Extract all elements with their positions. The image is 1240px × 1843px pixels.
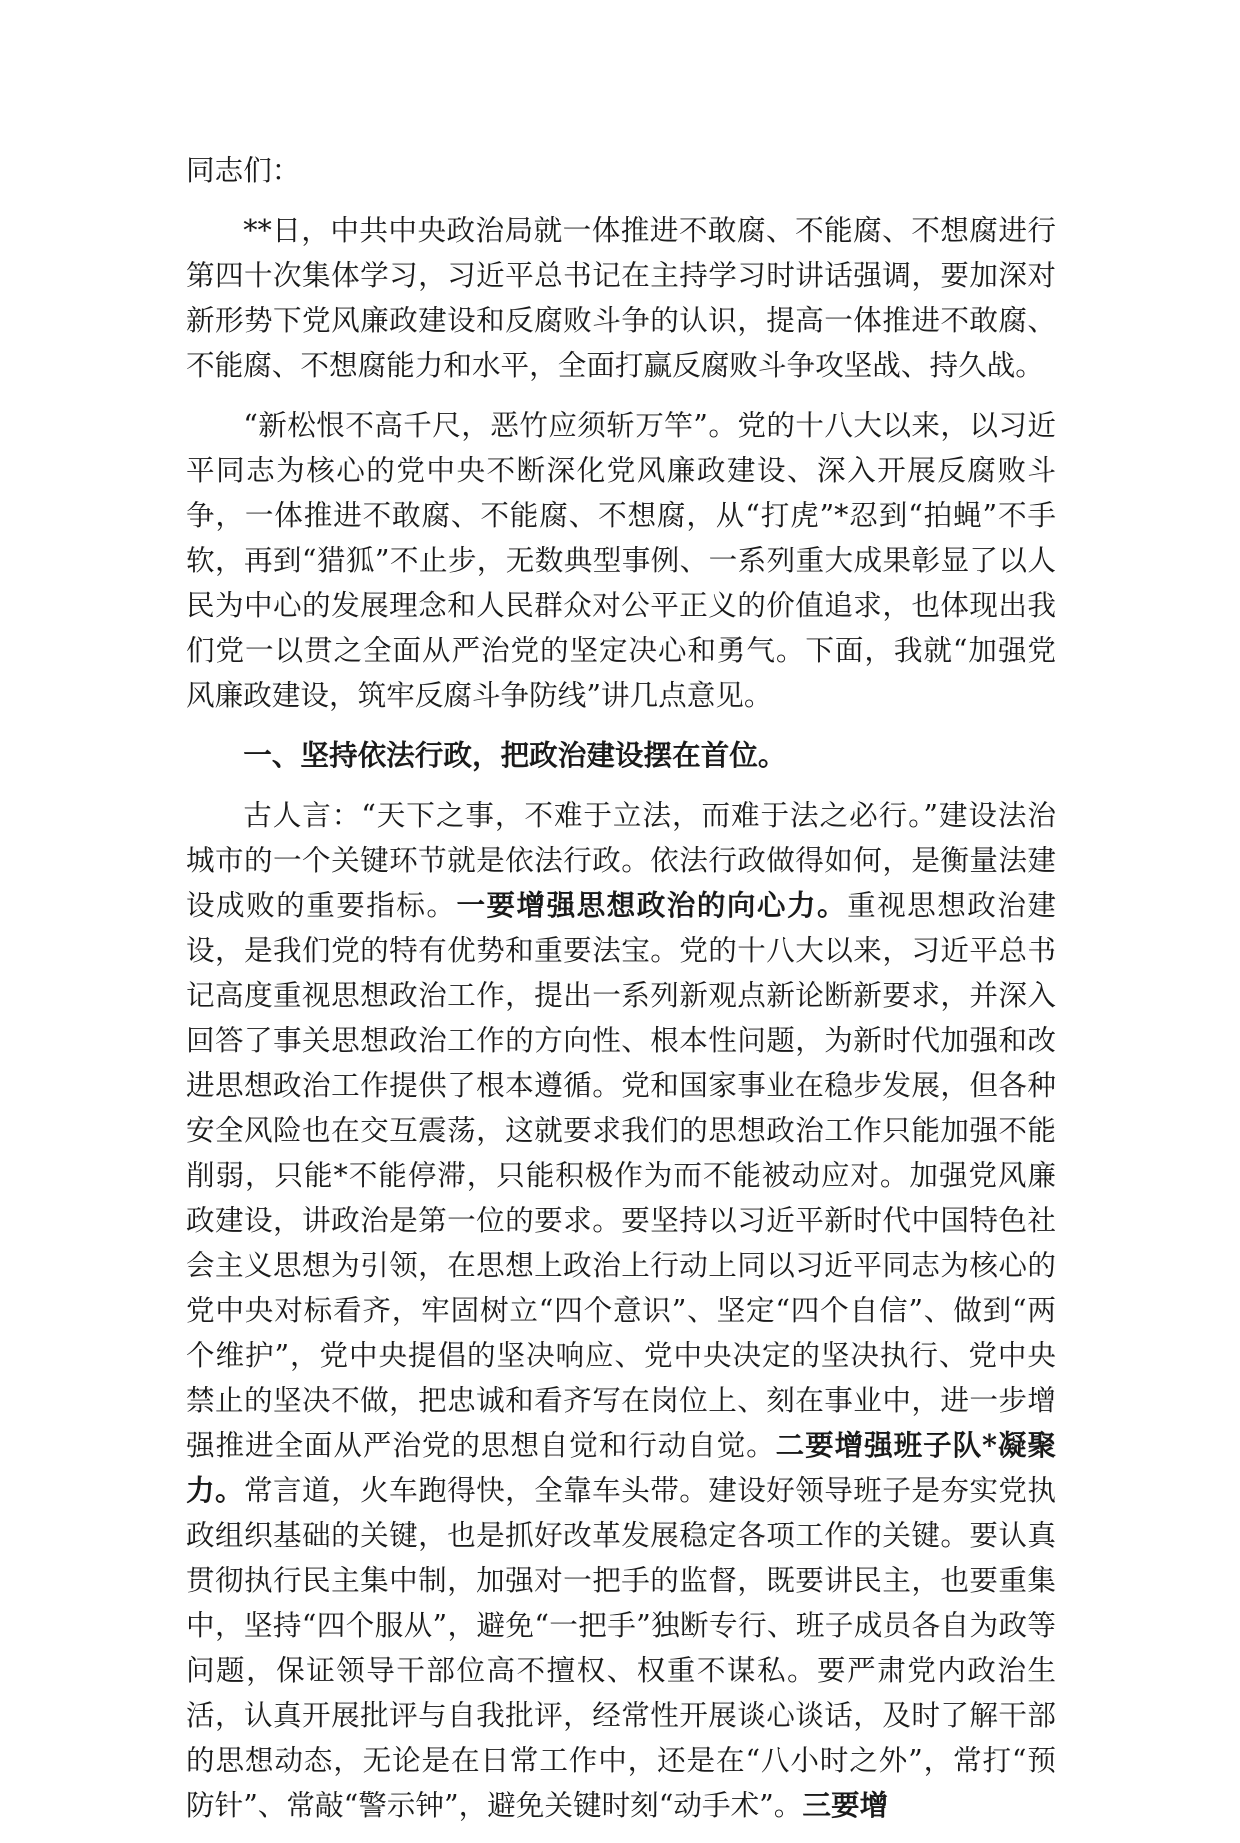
- paragraph-context: “新松恨不高千尺，恶竹应须斩万竿”。党的十八大以来，以习近平同志为核心的党中央不断深化党风廉政建设、深入开展反腐败斗争，一体推进不敢腐、不能腐、不想腐，从“打虎”*忍到“拍蝇”不手软，再到“猎狐”不止步，无数典型事例、一系列重大成果彰显了以人民为中心的发展理念和人民群众对公平正义的价值追求，也体现出我们党一以贯之全面从严治党的坚定决心和勇气。下面，我就“加强党风廉政建设，筑牢反腐斗争防线”讲几点意见。: [186, 408, 1056, 712]
- document-page: [186, 148, 1056, 1843]
- point-heading-2: 二要增强班子队*凝聚力。: [186, 1428, 1056, 1507]
- paragraph-section-1-text-3: 常言道，火车跑得快，全靠车头带。建设好领导班子是夯实党执政组织基础的关键，也是抓好改革发展稳定各项工作的关键。要认真贯彻执行民主集中制，加强对一把手的监督，既要讲民主，也要重集中，坚持“四个服从”，避免“一把手”独断专行、班子成员各自为政等问题，保证领导干部位高不擅权、权重不谋私。要严肃党内政治生活，认真开展批评与自我批评，经常性开展谈心谈话，及时了解干部的思想动态，无论是在日常工作中，还是在“八小时之外”，常打“预防针”、常敲“警示钟”，避免关键时刻“动手术”。: [186, 1473, 1056, 1822]
- point-heading-3: 三要增: [802, 1788, 889, 1822]
- paragraph-section-1: [186, 793, 1056, 1828]
- point-heading-1: 一要增强思想政治的向心力。: [456, 888, 848, 922]
- section-heading-1: 一、坚持依法行政，把政治建设摆在首位。: [243, 738, 787, 772]
- paragraph-intro: **日，中共中央政治局就一体推进不敢腐、不能腐、不想腐进行第四十次集体学习，习近平总书记在主持学习时讲话强调，要加深对新形势下党风廉政建设和反腐败斗争的认识，提高一体推进不敢腐、不能腐、不想腐能力和水平，全面打赢反腐败斗争攻坚战、持久战。: [186, 213, 1056, 382]
- paragraph-section-1-text-2: 重视思想政治建设，是我们党的特有优势和重要法宝。党的十八大以来，习近平总书记高度重视思想政治工作，提出一系列新观点新论断新要求，并深入回答了事关思想政治工作的方向性、根本性问题，为新时代加强和改进思想政治工作提供了根本遵循。党和国家事业在稳步发展，但各种安全风险也在交互震荡，这就要求我们的思想政治工作只能加强不能削弱，只能*不能停滞，只能积极作为而不能被动应对。加强党风廉政建设，讲政治是第一位的要求。要坚持以习近平新时代中国特色社会主义思想为引领，在思想上政治上行动上同以习近平同志为核心的党中央对标看齐，牢固树立“四个意识”、坚定“四个自信”、做到“两个维护”，党中央提倡的坚决响应、党中央决定的坚决执行、党中央禁止的坚决不做，把忠诚和看齐写在岗位上、刻在事业中，进一步增强推进全面从严治党的思想自觉和行动自觉。: [186, 888, 1056, 1462]
- salutation: 同志们：: [186, 153, 301, 187]
- paragraph-section-1-text-1: 古人言：“天下之事，不难于立法，而难于法之必行。”建设法治城市的一个关键环节就是依法行政。依法行政做得如何，是衡量法建设成败的重要指标。: [186, 798, 1056, 922]
